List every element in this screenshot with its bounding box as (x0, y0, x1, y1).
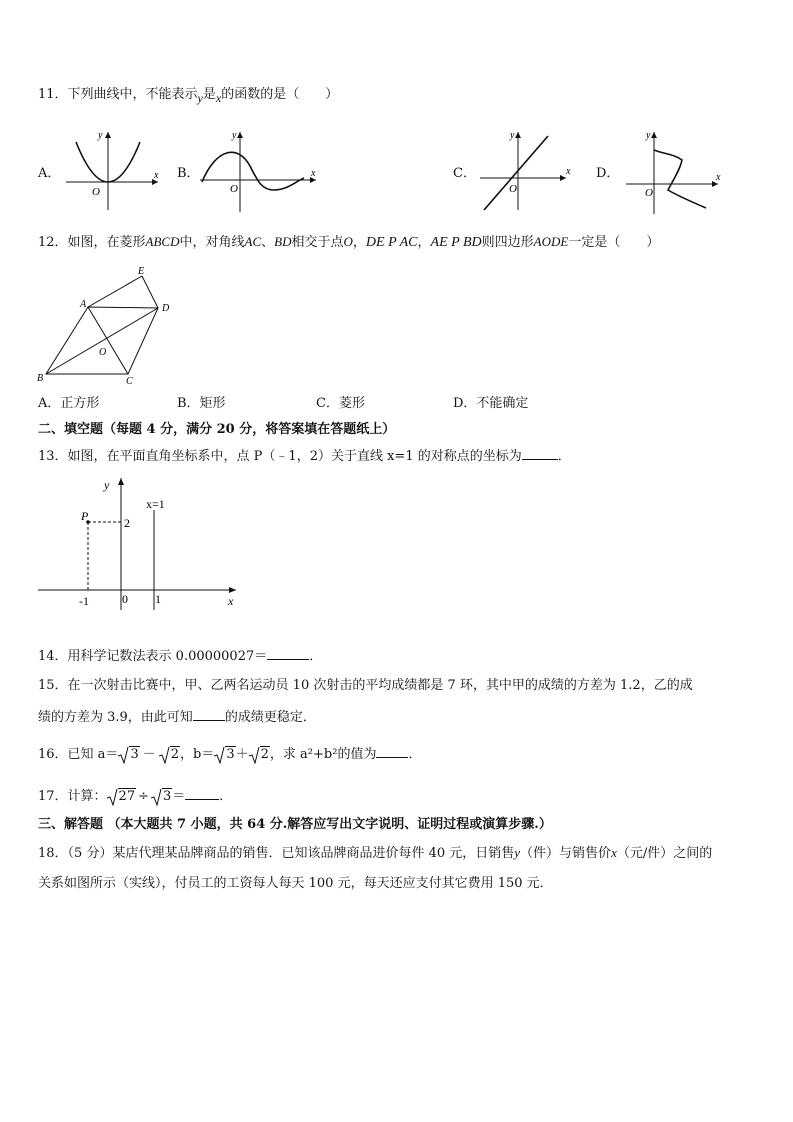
q15-line-2: 绩的方差为 3.9，由此可知 的成绩更稳定． (38, 710, 316, 725)
sqrt-27: 27 (107, 789, 137, 805)
svg-text:O: O (99, 347, 107, 358)
svg-text:-1: -1 (79, 594, 89, 608)
svg-text:x: x (716, 172, 721, 183)
answer-blank[interactable] (267, 647, 309, 660)
svg-text:D: D (162, 303, 170, 314)
sqrt-2: 2 (159, 747, 180, 763)
q11-stem: 11．下列曲线中，不能表示y是x的函数的是（ ） (38, 87, 339, 105)
q11-graph-c (478, 126, 574, 212)
sqrt-2: 2 (249, 747, 270, 763)
svg-text:B: B (37, 373, 44, 384)
answer-blank[interactable] (376, 745, 408, 758)
sqrt-3: 3 (151, 789, 172, 805)
svg-text:y: y (98, 130, 103, 141)
svg-text:O: O (509, 183, 517, 195)
svg-text:O: O (92, 186, 100, 198)
q12-option-d: D．不能确定 (453, 396, 529, 411)
q11-graph-d (624, 126, 724, 216)
q11-option-a: A． (38, 166, 61, 181)
svg-text:O: O (645, 187, 653, 199)
q14-stem: 14．用科学记数法表示 0.00000027＝ ． (38, 649, 323, 664)
sqrt-3: 3 (214, 747, 235, 763)
q11-option-b: B． (177, 166, 200, 181)
svg-text:1: 1 (155, 592, 161, 606)
q13-stem: 13．如图，在平面直角坐标系中，点 P（﹣1，2）关于直线 x=1 的对称点的坐标为 ． (38, 449, 571, 464)
svg-text:y: y (510, 130, 515, 141)
q13-coordinate-figure (34, 474, 244, 612)
q11-graph-a (62, 126, 162, 212)
svg-text:x: x (311, 168, 316, 179)
answer-blank[interactable] (193, 708, 225, 721)
svg-text:0: 0 (122, 592, 128, 606)
q18-line-2: 关系如图所示（实线），付员工的工资每人每天 100 元，每天还应支付其它费用 150 元． (38, 876, 553, 891)
svg-text:y: y (104, 478, 110, 492)
svg-text:E: E (138, 266, 145, 277)
svg-text:2: 2 (124, 516, 130, 530)
answer-blank[interactable] (522, 447, 558, 460)
q17-stem: 17．计算： 27 ÷ 3＝ ． (38, 789, 233, 804)
var-y: y (197, 91, 203, 105)
q18-line-1: 18．（5 分）某店代理某品牌商品的销售．已知该品牌商品进价每件 40 元，日销售y（件）与销售价x（元/件）之间的 (38, 845, 713, 861)
svg-text:O: O (230, 183, 238, 195)
answer-blank[interactable] (185, 787, 219, 800)
svg-text:P: P (81, 509, 89, 523)
svg-text:x: x (228, 594, 234, 608)
q15-line-1: 15．在一次射击比赛中，甲、乙两名运动员 10 次射击的平均成绩都是 7 环，其中甲的成绩的方差为 1.2，乙的成 (38, 678, 693, 693)
q11-option-c: C． (453, 166, 476, 181)
sqrt-3: 3 (118, 747, 139, 763)
svg-text:y: y (646, 130, 651, 141)
q11-option-d: D． (596, 166, 620, 181)
q16-stem: 16．已知 a＝ 3 － 2，b＝ 3＋ 2，求 a²+b²的值为 ． (38, 747, 422, 762)
section-3-title: 三、解答题 （本大题共 7 小题，共 64 分.解答应写出文字说明、证明过程或演算步骤.） (38, 817, 552, 832)
svg-text:x=1: x=1 (146, 497, 165, 511)
svg-text:A: A (80, 299, 87, 310)
q12-option-c: C．菱形 (316, 396, 365, 411)
svg-text:y: y (232, 130, 237, 141)
q12-rhombus-figure (34, 262, 184, 388)
svg-text:C: C (126, 376, 133, 387)
svg-text:x: x (154, 170, 159, 181)
svg-text:x: x (566, 166, 571, 177)
q11-graph-b (198, 126, 322, 214)
q12-option-a: A．正方形 (38, 396, 100, 411)
q12-stem: 12．如图，在菱形ABCD中，对角线AC、BD相交于点O，DE P AC，AE P BD则四边形AODE一定是（ ） (38, 234, 660, 250)
var-x: x (215, 91, 222, 105)
section-2-title: 二、填空题（每题 4 分，满分 20 分，将答案填在答题纸上） (38, 422, 396, 437)
q12-option-b: B．矩形 (177, 396, 226, 411)
